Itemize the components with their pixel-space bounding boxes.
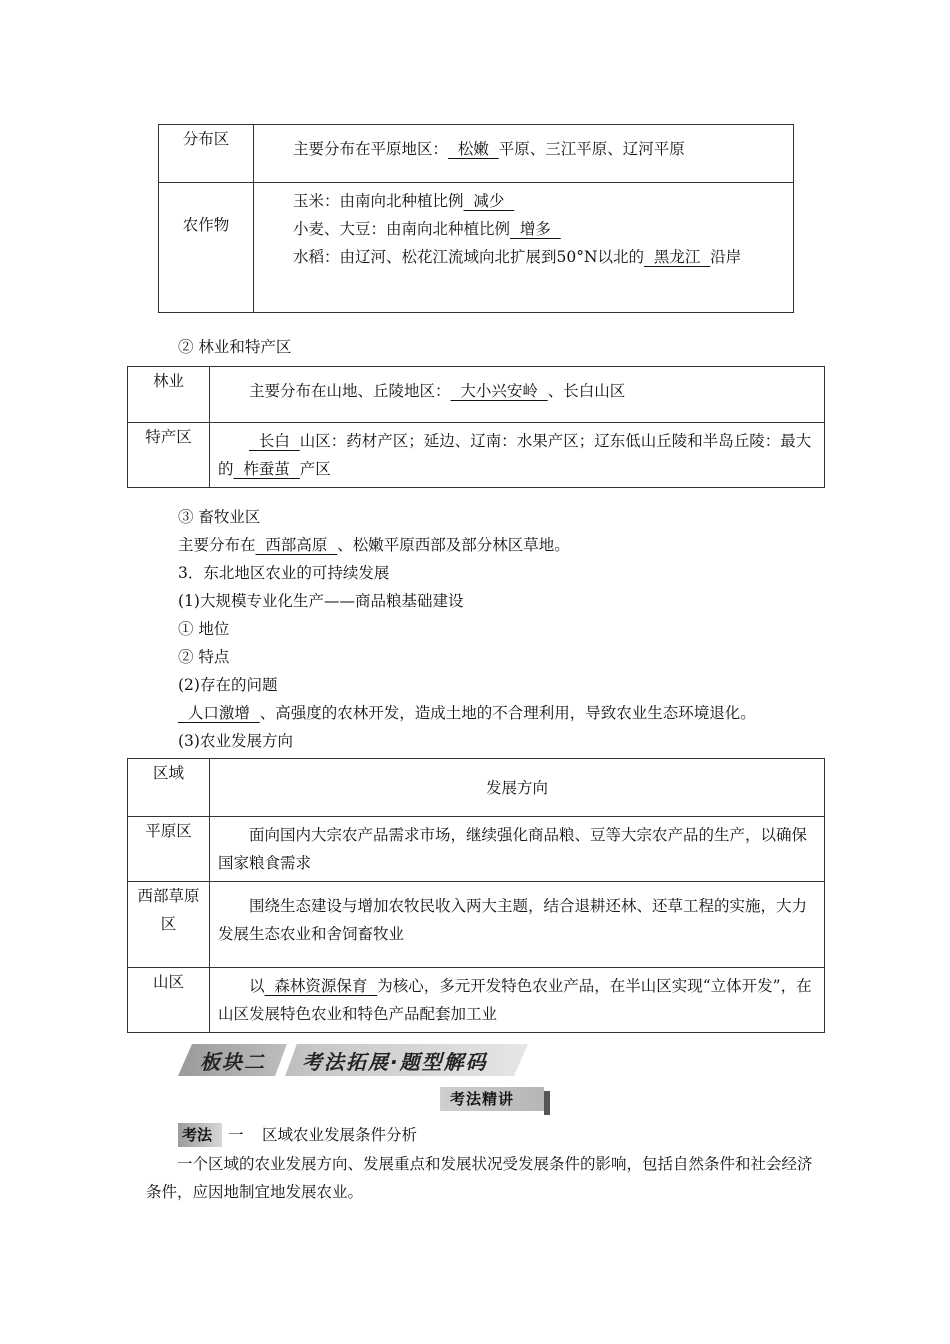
- section-3-heading: 3．东北地区农业的可持续发展: [178, 564, 390, 582]
- sub-banner-label: 考法精讲: [450, 1090, 515, 1108]
- development-direction-table: [127, 758, 825, 1033]
- crop-distribution-table: [158, 124, 794, 313]
- table-cell-specialty: 长白 山区：药材产区；延边、辽南：水果产区；辽东低山丘陵和半岛丘陵：最大的 柞蚕茧 产区: [210, 423, 825, 488]
- section-banner: [178, 1044, 528, 1080]
- feature-item: ② 特点: [178, 648, 230, 666]
- section-3-3-heading: (3)农业发展方向: [178, 732, 293, 750]
- table-header-mountain: 山区: [128, 968, 210, 1033]
- table-header-forestry: 林业: [128, 367, 210, 423]
- sub-banner-shadow: [544, 1091, 550, 1115]
- banner-part2: 考法拓展·题型解码: [302, 1050, 488, 1074]
- sub-banner: [440, 1087, 544, 1111]
- table-header-crops: 农作物: [159, 183, 254, 313]
- position-item: ① 地位: [178, 620, 230, 638]
- livestock-text: 主要分布在 西部高原 、松嫩平原西部及部分林区草地。: [178, 536, 570, 554]
- problem-text: 人口激增 、高强度的农林开发，造成土地的不合理利用，导致农业生态环境退化。: [187, 704, 756, 722]
- table-header-plain: 平原区: [128, 817, 210, 882]
- section-3-1-heading: (1)大规模专业化生产——商品粮基础建设: [178, 592, 464, 610]
- section-forest-heading: ② 林业和特产区: [178, 338, 292, 356]
- table-cell-mountain: 以 森林资源保育 为核心，多元开发特色农业产品，在半山区实现“立体开发”，在山区发展特色农业和特色产品配套加工业: [210, 968, 825, 1033]
- section-3-2-heading: (2)存在的问题: [178, 676, 278, 694]
- kaofa-title: 区域农业发展条件分析: [262, 1126, 418, 1144]
- table-cell-west: 围绕生态建设与增加农牧民收入两大主题，结合退耕还林、还草工程的实施，大力发展生态农业和舍饲畜牧业: [210, 882, 825, 968]
- table-header-west: 西部草原区: [128, 882, 210, 968]
- table-header-specialty: 特产区: [128, 423, 210, 488]
- kaofa-number: 一: [228, 1126, 244, 1144]
- table-cell-distribution: 主要分布在平原地区： 松嫩 平原、三江平原、辽河平原: [254, 125, 794, 183]
- table-cell-forestry: 主要分布在山地、丘陵地区： 大小兴安岭 、长白山区: [210, 367, 825, 423]
- forest-specialty-table: [127, 366, 825, 488]
- banner-part1: 板块二: [200, 1050, 266, 1074]
- table-header-region: 区域: [128, 759, 210, 817]
- kaofa-tag: 考法: [178, 1123, 222, 1147]
- table-header-direction: 发展方向: [210, 759, 825, 817]
- table-cell-plain: 面向国内大宗农产品需求市场，继续强化商品粮、豆等大宗农产品的生产，以确保国家粮食需求: [210, 817, 825, 882]
- table-header-distribution: 分布区: [159, 125, 254, 183]
- body-paragraph: 一个区域的农业发展方向、发展重点和发展状况受发展条件的影响，包括自然条件和社会经济条件，应因地制宜地发展农业。: [146, 1155, 813, 1201]
- table-cell-crops: 玉米：由南向北种植比例 减少 小麦、大豆：由南向北种植比例 增多 水稻：由辽河、松花江流域向北扩展到50°N以北的 黑龙江 沿岸: [254, 183, 794, 313]
- section-livestock-heading: ③ 畜牧业区: [178, 508, 261, 526]
